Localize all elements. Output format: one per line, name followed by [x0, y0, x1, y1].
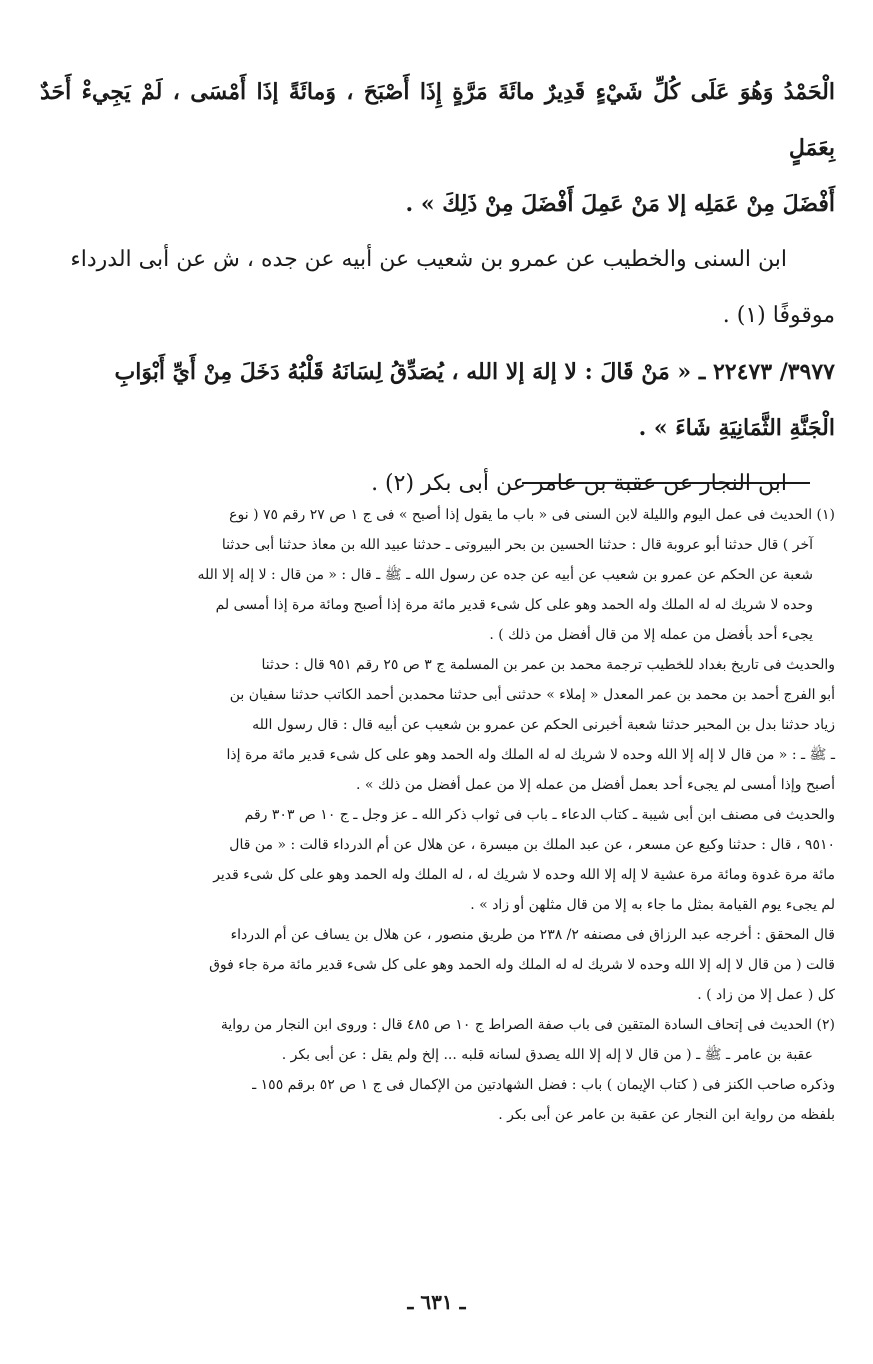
footnote-1-khatib-line-1: والحديث فى تاريخ بغداد للخطيب ترجمة محمد بن عمر بن المسلمة ج ٣ ص ٢٥ رقم ٩٥١ قال : حدثنا [261, 657, 835, 673]
hadith-a-line-2: أَفْضَلَ مِنْ عَمَلِه إلا مَنْ عَمِلَ أَفْضَلَ مِنْ ذَلِكَ » . [405, 191, 835, 217]
hadith-b-line-1: ٣٩٧٧/ ٢٢٤٧٣ ـ « مَنْ قَالَ : لا إلهَ إلا الله ، يُصَدِّقُ لِسَانَهُ قَلْبُهُ دَخَلَ مِنْ أَيِّ أَبْوَابِ [114, 359, 835, 385]
footnote-1-khatib-line-4: ـ ﷺ ـ : « من قال لا إله إلا الله وحده لا شريك له له الملك وله الحمد وهو على كل شىء قدير مائة مرة إذا [226, 747, 835, 763]
footnote-1-line-4: وحده لا شريك له له الملك وله الحمد وهو على كل شىء قدير مائة مرة إذا أصبح ومائة مرة إذا أمسى لم [215, 597, 813, 613]
footnote-1-khatib-line-5: أصبح وإذا أمسى لم يجىء أحد بعمل أفضل من عمله إلا من عمل أفضل من ذلك » . [356, 777, 835, 793]
hadith-a-line-1: الْحَمْدُ وَهُوَ عَلَى كُلِّ شَيْءٍ قَدِيرٌ مائَةَ مَرَّةٍ إِذَا أَصْبَحَ ، وَمائَةً إذَا أَمْسَى ، لَمْ يَجِيءْ أَحَدٌ بِعَمَلٍ [40, 79, 835, 161]
footnote-1-musannaf-line-1: والحديث فى مصنف ابن أبى شيبة ـ كتاب الدعاء ـ باب فى ثواب ذكر الله ـ عز وجل ـ ج ١٠ ص ٣٠٣ رقم [244, 807, 835, 823]
footnote-1-muhaqqiq-line-3: كل ( عمل إلا من زاد ) . [697, 987, 835, 1003]
main-text [40, 64, 835, 512]
source-a-line-2: موقوفًا (١) . [722, 303, 835, 328]
footnote-2-kanz-line-2: بلفظه من رواية ابن النجار عن عقبة بن عامر عن أبى بكر . [498, 1107, 835, 1123]
footnotes [40, 500, 835, 1130]
footnote-1-khatib-line-2: أبو الفرج أحمد بن محمد بن عمر المعدل « إملاء » حدثنى أبى حدثنا محمدبن أحمد الكاتب حدثنا سفيان بن [229, 687, 835, 703]
hadith-b-line-2: الْجَنَّةِ الثَّمَانِيَةِ شَاءَ » . [638, 415, 835, 441]
page-number: ـ ٦٣١ ـ [407, 1290, 466, 1314]
footnote-2-line-2: عقبة بن عامر ـ ﷺ ـ ( من قال لا إله إلا الله يصدق لسانه قلبه ... إلخ ولم يقل : عن أبى بكر . [281, 1047, 813, 1063]
footnote-2-line-1: (٢) الحديث فى إتحاف السادة المتقين فى باب صفة الصراط ج ١٠ ص ٤٨٥ قال : وروى ابن النجار من رواية [220, 1017, 835, 1033]
footnote-1-musannaf-line-4: لم يجىء يوم القيامة بمثل ما جاء به إلا من قال مثلهن أو زاد » . [470, 897, 835, 913]
source-a-line-1: ابن السنى والخطيب عن عمرو بن شعيب عن أبيه عن جده ، ش عن أبى الدرداء [70, 247, 787, 272]
footnote-1-line-1: (١) الحديث فى عمل اليوم والليلة لابن السنى فى « باب ما يقول إذا أصبح » فى ج ١ ص ٢٧ رقم ٧٥ ( نوع [229, 507, 835, 523]
source-b: ابن النجار عن عقبة بن عامر عن أبى بكر (٢) . [371, 471, 787, 496]
footnote-1-muhaqqiq-line-2: قالت ( من قال لا إله إلا الله وحده لا شريك له له الملك وله الحمد وهو على كل شىء قدير مائة مرة جاء فوق [209, 957, 835, 973]
footnote-1-muhaqqiq-line-1: قال المحقق : أخرجه عبد الرزاق فى مصنفه ٢/ ٢٣٨ من طريق منصور ، عن هلال بن يساف عن أم الدرداء [230, 927, 835, 943]
footnote-1-musannaf-line-3: مائة مرة غدوة ومائة مرة عشية لا إله إلا الله وحده لا شريك له ، له الملك وله الحمد وهو على كل شىء قدير [213, 867, 835, 883]
footnote-1-line-3: شعبة عن الحكم عن عمرو بن شعيب عن أبيه عن جده عن رسول الله ـ ﷺ ـ قال : « من قال : لا إله إلا الله [197, 567, 813, 583]
footnote-2-kanz-line-1: وذكره صاحب الكنز فى ( كتاب الإيمان ) باب : فضل الشهادتين من الإكمال فى ج ١ ص ٥٢ برقم ١٥٥ ـ [252, 1077, 835, 1093]
footnote-1-khatib-line-3: زياد حدثنا بدل بن المحبر حدثنا شعبة أخبرنى الحكم عن عمرو بن شعيب عن أبيه قال : قال رسول الله [252, 717, 835, 733]
footnote-1-line-2: آخر ) قال حدثنا أبو عروبة قال : حدثنا الحسين بن بحر البيروتى ـ حدثنا عبيد الله بن معاذ حدثنا أبى حدثنا [221, 537, 813, 553]
footnote-1-musannaf-line-2: ٩٥١٠ ، قال : حدثنا وكيع عن مسعر ، عن عبد الملك بن ميسرة ، عن هلال عن أم الدرداء قالت : « من قال [229, 837, 835, 853]
footnote-separator [522, 482, 810, 484]
footnote-1-line-5: يجىء أحد بأفضل من عمله إلا من قال أفضل من ذلك ) . [489, 627, 813, 643]
